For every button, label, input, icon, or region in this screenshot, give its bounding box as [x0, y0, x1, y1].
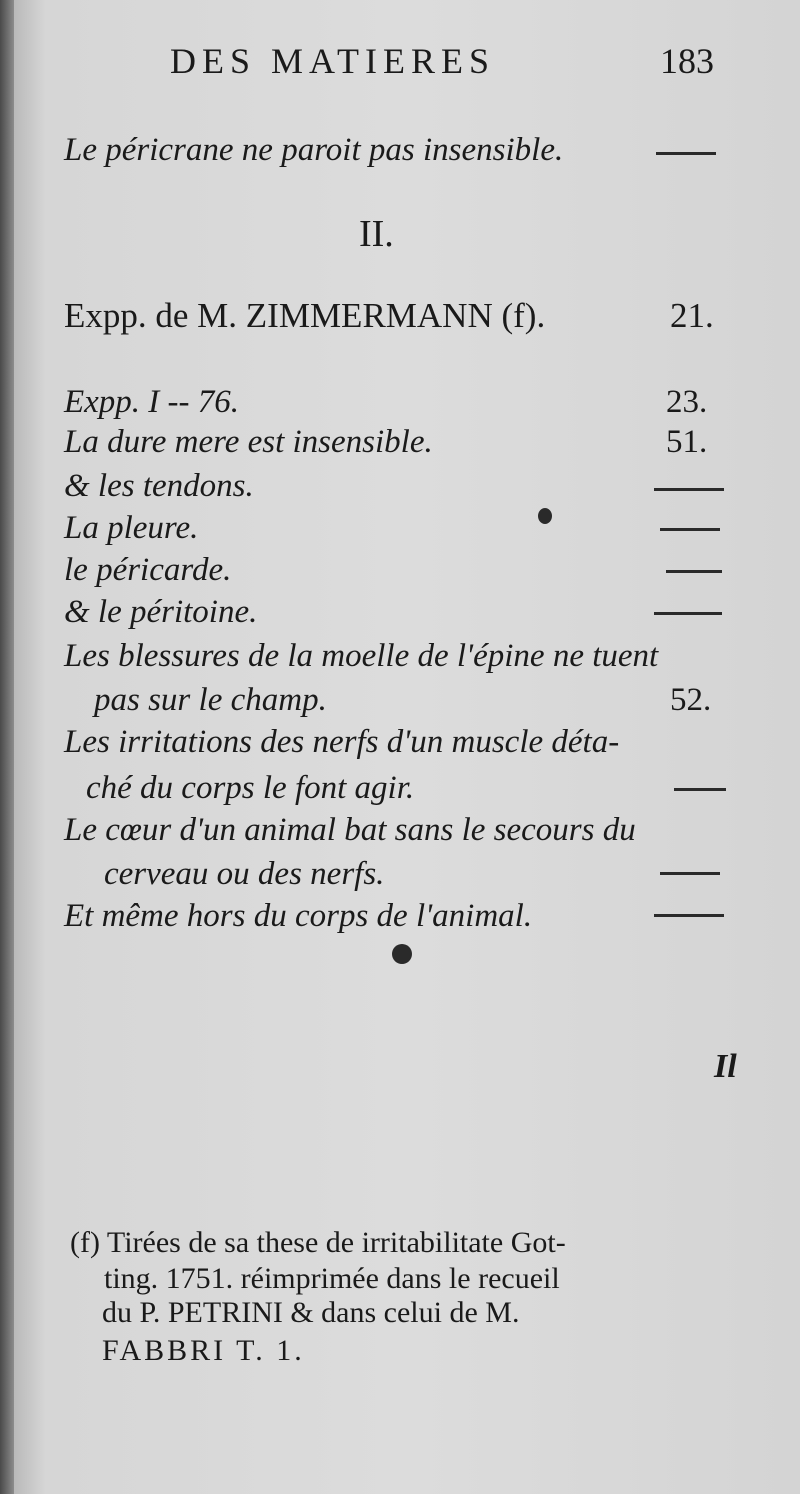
footnote-line: FABBRI T. 1. — [102, 1334, 305, 1367]
intro-line: Le péricrane ne paroit pas insensible. — [64, 132, 564, 168]
ink-spot — [538, 508, 552, 524]
entry-page: 51. — [666, 424, 708, 460]
entry-line: & le péritoine. — [64, 594, 258, 630]
page-number: 183 — [660, 41, 714, 81]
running-header: DES MATIERES — [170, 41, 496, 81]
entry-line: La dure mere est insensible. — [64, 424, 433, 460]
book-spine-shadow — [0, 0, 14, 1494]
catchword: Il — [714, 1048, 737, 1085]
entry-line: Les blessures de la moelle de l'épine ne tuent — [64, 638, 659, 674]
entry-line: La pleure. — [64, 510, 199, 546]
entry-title-page: 21. — [670, 296, 714, 335]
footnote-line: du P. PETRINI & dans celui de M. — [102, 1296, 520, 1329]
entry-line: pas sur le champ. — [94, 682, 327, 718]
entry-page: 23. — [666, 384, 708, 420]
dash-mark — [654, 488, 724, 491]
entry-page: 52. — [670, 682, 712, 718]
entry-line: le péricarde. — [64, 552, 232, 588]
entry-line: cerveau ou des nerfs. — [104, 856, 385, 892]
dash-mark — [666, 570, 722, 573]
section-number: II. — [359, 213, 394, 255]
entry-line: Expp. I -- 76. — [64, 384, 240, 420]
dash-mark — [660, 528, 720, 531]
entry-line: Le cœur d'un animal bat sans le secours du — [64, 812, 636, 848]
entry-line: Les irritations des nerfs d'un muscle déta- — [64, 724, 620, 760]
ink-spot — [392, 944, 412, 964]
dash-mark — [660, 872, 720, 875]
book-page — [14, 0, 800, 1494]
footnote-line: (f) Tirées de sa these de irritabilitate Got- — [70, 1226, 566, 1259]
entry-title: Expp. de M. ZIMMERMANN (f). — [64, 296, 546, 335]
dash-mark — [654, 612, 722, 615]
dash-mark — [654, 914, 724, 917]
footnote-line: ting. 1751. réimprimée dans le recueil — [104, 1262, 560, 1295]
dash-mark — [674, 788, 726, 791]
entry-line: & les tendons. — [64, 468, 254, 504]
entry-line: Et même hors du corps de l'animal. — [64, 898, 533, 934]
dash-mark — [656, 152, 716, 155]
entry-line: ché du corps le font agir. — [86, 770, 415, 806]
